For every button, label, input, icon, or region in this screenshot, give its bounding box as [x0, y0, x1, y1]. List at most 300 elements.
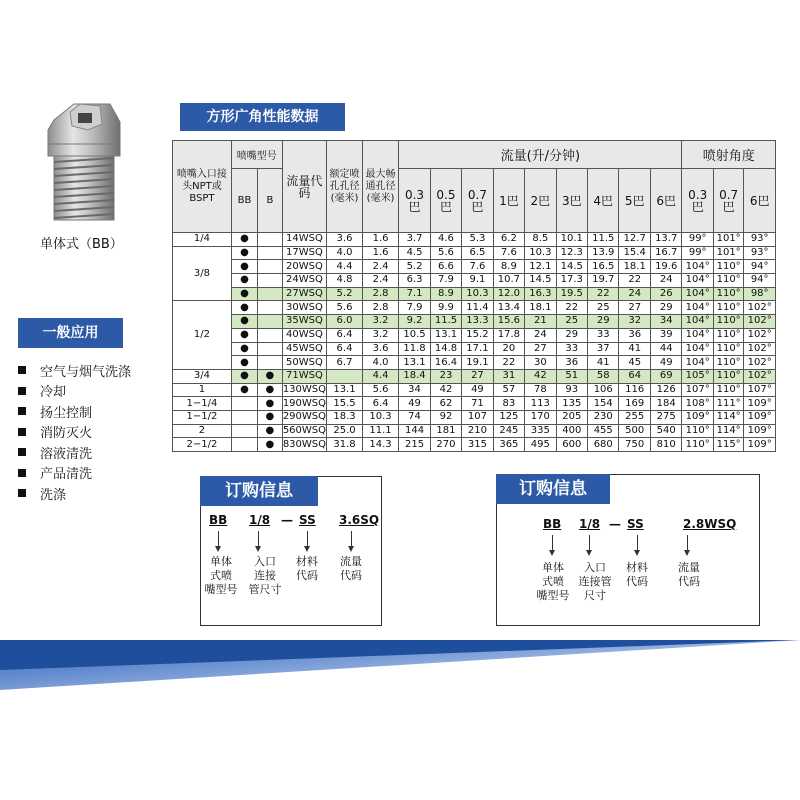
cell-flow: 13.9: [588, 246, 619, 260]
arrow-icon: [637, 535, 638, 551]
footer-stripe: [0, 640, 800, 670]
cell-flow: 36: [556, 356, 587, 370]
cell-flow: 365: [493, 438, 524, 452]
header-type-group: 喷嘴型号: [231, 141, 282, 169]
code-part-material: SS: [299, 513, 316, 527]
cell-orifice: 4.4: [327, 260, 363, 274]
cell-bb: ●: [231, 233, 257, 247]
cell-flow: 24: [650, 274, 682, 288]
cell-angle: 110°: [713, 315, 743, 329]
cell-flow: 22: [619, 274, 650, 288]
arrow-icon: [218, 531, 219, 547]
cell-flow: 12.3: [556, 246, 587, 260]
cell-flow: 144: [399, 424, 430, 438]
application-label: 洗涤: [40, 487, 67, 503]
cell-flow: 6.5: [462, 246, 493, 260]
header-pressure: 1巴: [493, 169, 524, 233]
cell-b: [258, 328, 282, 342]
cell-flow: 500: [619, 424, 650, 438]
cell-angle: 93°: [744, 246, 776, 260]
table-row: [173, 383, 776, 397]
cell-orifice: 6.7: [327, 356, 363, 370]
cell-angle: 104°: [682, 356, 713, 370]
cell-connection: 2: [173, 424, 232, 438]
cell-b: ●: [258, 424, 282, 438]
list-item: [18, 422, 131, 443]
cell-flow: 45: [619, 356, 650, 370]
cell-flow: 107: [462, 410, 493, 424]
cell-b: [258, 301, 282, 315]
cell-connection: 2−1/2: [173, 438, 232, 452]
cell-flow-code: 40WSQ: [282, 328, 327, 342]
application-label: 扬尘控制: [40, 405, 93, 421]
cell-flow: 29: [588, 315, 619, 329]
table-row: [173, 315, 776, 329]
cell-flow: 275: [650, 410, 682, 424]
cell-orifice: 25.0: [327, 424, 363, 438]
code-part-flow: 2.8WSQ: [683, 517, 737, 531]
cell-angle: 110°: [713, 328, 743, 342]
cell-flow: 19.1: [462, 356, 493, 370]
cell-flow: 21: [525, 315, 556, 329]
cell-flow: 58: [588, 369, 619, 383]
cell-angle: 105°: [682, 369, 713, 383]
code-part-material: SS: [627, 517, 644, 531]
cell-bb: ●: [231, 383, 257, 397]
cell-angle: 99°: [682, 233, 713, 247]
table-row: [173, 274, 776, 288]
code-part-type: BB: [209, 513, 228, 527]
cell-flow: 9.1: [462, 274, 493, 288]
cell-flow: 600: [556, 438, 587, 452]
cell-flow: 26: [650, 287, 682, 301]
list-item: [18, 463, 131, 484]
bullet-square-icon: [18, 448, 26, 456]
cell-flow: 116: [619, 383, 650, 397]
cell-flow: 13.4: [493, 301, 524, 315]
cell-flow: 17.8: [493, 328, 524, 342]
cell-passage: 1.6: [362, 246, 399, 260]
cell-b: [258, 260, 282, 274]
cell-angle: 110°: [713, 287, 743, 301]
cell-orifice: 31.8: [327, 438, 363, 452]
cell-angle: 101°: [713, 246, 743, 260]
cell-flow: 11.5: [430, 315, 461, 329]
cell-flow: 25: [588, 301, 619, 315]
cell-flow: 3.7: [399, 233, 430, 247]
cell-passage: 14.3: [362, 438, 399, 452]
cell-flow: 6.2: [493, 233, 524, 247]
header-rated-orifice: 额定喷孔孔径(毫米): [327, 141, 363, 233]
cell-bb: ●: [231, 315, 257, 329]
cell-flow: 10.1: [556, 233, 587, 247]
cell-flow: 9.9: [430, 301, 461, 315]
cell-flow: 69: [650, 369, 682, 383]
code-part-dash: —: [281, 513, 293, 527]
cell-connection: 3/8: [173, 246, 232, 301]
cell-flow: 20: [493, 342, 524, 356]
cell-orifice: 15.5: [327, 397, 363, 411]
cell-flow: 34: [650, 315, 682, 329]
header-pressure: 5巴: [619, 169, 650, 233]
cell-flow: 12.1: [525, 260, 556, 274]
order-info-left: [200, 476, 382, 626]
cell-flow-code: 20WSQ: [282, 260, 327, 274]
cell-angle: 114°: [713, 424, 743, 438]
cell-flow: 33: [588, 328, 619, 342]
cell-angle: 109°: [744, 424, 776, 438]
table-row: [173, 369, 776, 383]
cell-passage: 11.1: [362, 424, 399, 438]
cell-flow: 245: [493, 424, 524, 438]
cell-flow: 49: [650, 356, 682, 370]
cell-angle: 102°: [744, 301, 776, 315]
cell-flow-code: 35WSQ: [282, 315, 327, 329]
cell-bb: [231, 410, 257, 424]
cell-flow: 126: [650, 383, 682, 397]
cell-flow: 22: [556, 301, 587, 315]
cell-flow: 25: [556, 315, 587, 329]
header-bb: BB: [231, 169, 257, 233]
cell-flow: 71: [462, 397, 493, 411]
cell-angle: 111°: [713, 397, 743, 411]
cell-flow: 92: [430, 410, 461, 424]
header-pressure: 0.3巴: [399, 169, 430, 233]
cell-flow: 11.4: [462, 301, 493, 315]
cell-flow: 11.5: [588, 233, 619, 247]
table-title: 方形广角性能数据: [180, 103, 345, 131]
cell-bb: ●: [231, 369, 257, 383]
code-part-size: 1/8: [579, 517, 601, 531]
nozzle-product-image: [40, 100, 128, 225]
cell-flow: 8.5: [525, 233, 556, 247]
cell-flow-code: 17WSQ: [282, 246, 327, 260]
cell-flow: 215: [399, 438, 430, 452]
cell-angle: 98°: [744, 287, 776, 301]
cell-angle: 107°: [682, 383, 713, 397]
table-row: [173, 410, 776, 424]
cell-flow: 83: [493, 397, 524, 411]
cell-b: ●: [258, 438, 282, 452]
cell-flow: 7.1: [399, 287, 430, 301]
cell-flow: 750: [619, 438, 650, 452]
cell-flow: 154: [588, 397, 619, 411]
cell-flow: 5.3: [462, 233, 493, 247]
cell-flow: 10.7: [493, 274, 524, 288]
list-item: [18, 483, 131, 504]
cell-flow: 15.2: [462, 328, 493, 342]
header-pressure: 6巴: [650, 169, 682, 233]
table-row: [173, 328, 776, 342]
bullet-square-icon: [18, 407, 26, 415]
cell-flow: 495: [525, 438, 556, 452]
cell-flow: 170: [525, 410, 556, 424]
table-row: [173, 424, 776, 438]
cell-flow: 49: [462, 383, 493, 397]
cell-orifice: [327, 369, 363, 383]
cell-flow: 14.8: [430, 342, 461, 356]
performance-table: [172, 140, 776, 452]
cell-flow: 210: [462, 424, 493, 438]
cell-angle: 102°: [744, 369, 776, 383]
cell-angle: 110°: [682, 438, 713, 452]
legend-size: 入口 连接 管尺寸: [248, 555, 282, 596]
cell-orifice: 4.0: [327, 246, 363, 260]
cell-angle: 104°: [682, 287, 713, 301]
cell-flow: 33: [556, 342, 587, 356]
table-row: [173, 356, 776, 370]
cell-flow: 13.3: [462, 315, 493, 329]
cell-angle: 110°: [713, 301, 743, 315]
cell-flow: 16.5: [588, 260, 619, 274]
arrow-icon: [351, 531, 352, 547]
cell-angle: 107°: [744, 383, 776, 397]
product-caption: 单体式（BB）: [40, 237, 123, 252]
cell-passage: 5.6: [362, 383, 399, 397]
cell-passage: 3.6: [362, 342, 399, 356]
cell-flow: 15.4: [619, 246, 650, 260]
cell-flow: 57: [493, 383, 524, 397]
applications-list: [18, 360, 131, 504]
legend-material: 材料 代码: [626, 561, 648, 588]
cell-b: ●: [258, 383, 282, 397]
cell-connection: 1−1/2: [173, 410, 232, 424]
cell-orifice: 5.2: [327, 287, 363, 301]
cell-flow: 4.5: [399, 246, 430, 260]
legend-flow: 流量 代码: [340, 555, 362, 582]
cell-flow-code: 71WSQ: [282, 369, 327, 383]
cell-flow: 255: [619, 410, 650, 424]
cell-angle: 102°: [744, 315, 776, 329]
cell-flow: 93: [556, 383, 587, 397]
cell-flow: 19.5: [556, 287, 587, 301]
cell-angle: 94°: [744, 260, 776, 274]
cell-b: [258, 246, 282, 260]
cell-flow: 41: [619, 342, 650, 356]
cell-bb: ●: [231, 301, 257, 315]
order-info-header: 订购信息: [496, 474, 610, 504]
legend-type: 单体 式喷 嘴型号: [536, 561, 570, 602]
cell-orifice: 13.1: [327, 383, 363, 397]
cell-passage: 2.8: [362, 301, 399, 315]
cell-bb: ●: [231, 274, 257, 288]
cell-bb: [231, 438, 257, 452]
cell-orifice: 3.6: [327, 233, 363, 247]
cell-angle: 110°: [713, 274, 743, 288]
performance-table-wrap: [172, 140, 776, 452]
cell-angle: 104°: [682, 301, 713, 315]
cell-b: ●: [258, 397, 282, 411]
cell-flow: 400: [556, 424, 587, 438]
cell-angle: 104°: [682, 342, 713, 356]
cell-angle: 102°: [744, 342, 776, 356]
application-label: 产品清洗: [40, 467, 93, 483]
cell-bb: ●: [231, 287, 257, 301]
cell-flow: 540: [650, 424, 682, 438]
cell-connection: 1/2: [173, 301, 232, 369]
cell-b: ●: [258, 410, 282, 424]
header-flow-group: 流量(升/分钟): [399, 141, 682, 169]
cell-flow-code: 830WSQ: [282, 438, 327, 450]
bullet-square-icon: [18, 469, 26, 477]
cell-angle: 110°: [682, 424, 713, 438]
cell-passage: 3.2: [362, 315, 399, 329]
cell-orifice: 5.6: [327, 301, 363, 315]
cell-flow-code: 560WSQ: [282, 424, 327, 436]
cell-bb: [231, 424, 257, 438]
header-angle-pressure: 0.7巴: [713, 169, 743, 233]
cell-angle: 110°: [713, 383, 743, 397]
header-angle-group: 喷射角度: [682, 141, 776, 169]
cell-flow-code: 14WSQ: [282, 233, 327, 247]
cell-flow: 10.5: [399, 328, 430, 342]
cell-flow: 6.6: [430, 260, 461, 274]
cell-flow: 13.1: [399, 356, 430, 370]
cell-flow: 5.2: [399, 260, 430, 274]
order-info-right: [496, 474, 760, 626]
cell-flow: 16.3: [525, 287, 556, 301]
cell-flow-code: 45WSQ: [282, 342, 327, 356]
cell-flow: 14.5: [525, 274, 556, 288]
cell-flow: 51: [556, 369, 587, 383]
cell-flow-code: 190WSQ: [282, 397, 327, 409]
cell-flow: 74: [399, 410, 430, 424]
cell-flow: 78: [525, 383, 556, 397]
cell-passage: 4.4: [362, 369, 399, 383]
cell-b: ●: [258, 369, 282, 383]
code-part-flow: 3.6SQ: [339, 513, 380, 527]
bullet-square-icon: [18, 489, 26, 497]
cell-flow: 810: [650, 438, 682, 452]
application-label: 消防灭火: [40, 426, 93, 442]
cell-flow: 16.7: [650, 246, 682, 260]
cell-flow: 8.9: [430, 287, 461, 301]
cell-flow: 4.6: [430, 233, 461, 247]
header-pressure: 3巴: [556, 169, 587, 233]
cell-angle: 110°: [713, 356, 743, 370]
cell-flow: 15.6: [493, 315, 524, 329]
cell-flow: 181: [430, 424, 461, 438]
cell-flow: 64: [619, 369, 650, 383]
cell-flow: 23: [430, 369, 461, 383]
cell-flow: 27: [525, 342, 556, 356]
application-label: 空气与烟气洗涤: [40, 364, 132, 380]
cell-flow: 39: [650, 328, 682, 342]
cell-flow: 106: [588, 383, 619, 397]
cell-orifice: 6.4: [327, 342, 363, 356]
order-info-header: 订购信息: [200, 476, 318, 506]
cell-flow: 135: [556, 397, 587, 411]
cell-passage: 2.8: [362, 287, 399, 301]
application-label: 冷却: [40, 385, 67, 401]
cell-flow: 13.7: [650, 233, 682, 247]
cell-flow-code: 290WSQ: [282, 411, 327, 423]
cell-flow: 29: [650, 301, 682, 315]
cell-angle: 110°: [713, 342, 743, 356]
cell-flow: 6.3: [399, 274, 430, 288]
legend-type: 单体 式喷 嘴型号: [204, 555, 238, 596]
cell-flow: 29: [556, 328, 587, 342]
header-b: B: [258, 169, 282, 233]
cell-flow: 36: [619, 328, 650, 342]
cell-b: [258, 287, 282, 301]
cell-flow: 14.5: [556, 260, 587, 274]
cell-flow: 34: [399, 383, 430, 397]
cell-flow: 18.1: [619, 260, 650, 274]
cell-flow: 30: [525, 356, 556, 370]
table-row: [173, 342, 776, 356]
table-row: [173, 287, 776, 301]
cell-flow: 10.3: [462, 287, 493, 301]
cell-angle: 93°: [744, 233, 776, 247]
cell-flow: 680: [588, 438, 619, 452]
cell-orifice: 6.4: [327, 328, 363, 342]
cell-bb: ●: [231, 356, 257, 370]
legend-flow: 流量 代码: [678, 561, 700, 588]
cell-flow: 7.9: [399, 301, 430, 315]
cell-flow: 37: [588, 342, 619, 356]
arrow-icon: [307, 531, 308, 547]
cell-flow-code: 24WSQ: [282, 274, 327, 288]
cell-flow: 27: [619, 301, 650, 315]
applications-header: 一般应用: [18, 318, 123, 348]
cell-b: [258, 356, 282, 370]
cell-flow: 42: [525, 369, 556, 383]
cell-flow: 19.7: [588, 274, 619, 288]
cell-flow-code: 130WSQ: [282, 383, 327, 395]
cell-flow-code: 30WSQ: [282, 301, 327, 315]
cell-angle: 114°: [713, 410, 743, 424]
cell-passage: 6.4: [362, 397, 399, 411]
cell-passage: 4.0: [362, 356, 399, 370]
order-code: [543, 517, 753, 533]
code-part-dash: —: [609, 517, 621, 531]
header-max-passage: 最大畅通孔径(毫米): [362, 141, 399, 233]
cell-flow-code: 50WSQ: [282, 356, 327, 370]
cell-flow: 7.6: [493, 246, 524, 260]
bullet-square-icon: [18, 387, 26, 395]
cell-flow: 113: [525, 397, 556, 411]
cell-flow: 455: [588, 424, 619, 438]
header-pressure: 2巴: [525, 169, 556, 233]
cell-flow: 270: [430, 438, 461, 452]
cell-orifice: 6.0: [327, 315, 363, 329]
legend-material: 材料 代码: [296, 555, 318, 582]
cell-angle: 108°: [682, 397, 713, 411]
cell-bb: ●: [231, 328, 257, 342]
cell-flow: 11.8: [399, 342, 430, 356]
list-item: [18, 401, 131, 422]
cell-angle: 109°: [744, 397, 776, 411]
cell-flow: 42: [430, 383, 461, 397]
header-inlet: 喷嘴入口接头NPT或BSPT: [173, 141, 232, 233]
cell-bb: ●: [231, 246, 257, 260]
cell-flow: 44: [650, 342, 682, 356]
cell-flow: 12.7: [619, 233, 650, 247]
header-pressure: 0.7巴: [462, 169, 493, 233]
table-row: [173, 246, 776, 260]
order-code: [209, 513, 379, 529]
cell-flow: 62: [430, 397, 461, 411]
top-banner: [0, 0, 800, 78]
cell-angle: 94°: [744, 274, 776, 288]
cell-connection: 3/4: [173, 369, 232, 383]
application-label: 溶液清洗: [40, 446, 93, 462]
cell-flow: 16.4: [430, 356, 461, 370]
bullet-square-icon: [18, 428, 26, 436]
table-row: [173, 438, 776, 452]
cell-flow: 8.9: [493, 260, 524, 274]
